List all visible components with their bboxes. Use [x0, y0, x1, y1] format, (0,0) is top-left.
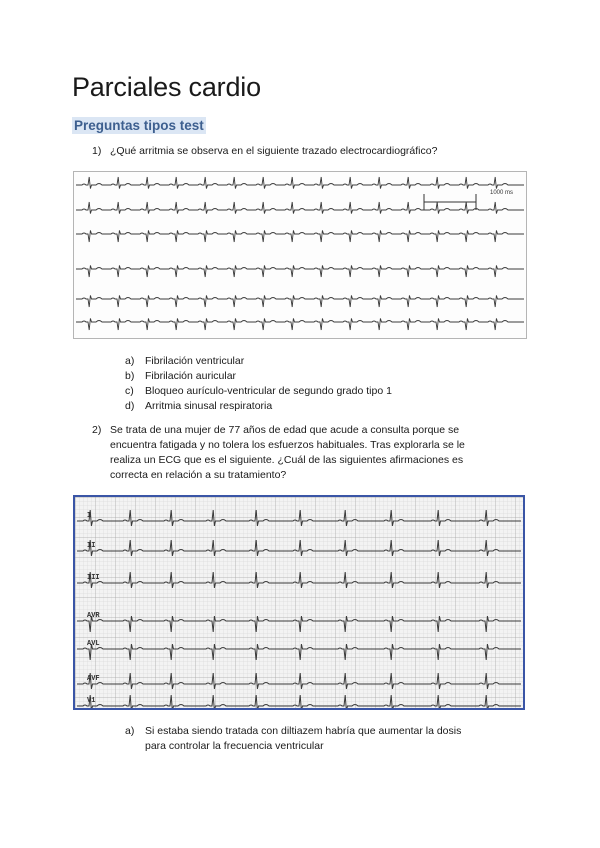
- ecg-strip-1-svg: [74, 172, 526, 338]
- question-1: [92, 144, 532, 160]
- question-2-number: 2): [92, 424, 102, 436]
- question-2-text-line-4: correcta en relación a su tratamiento?: [110, 469, 287, 481]
- ecg-grid: [75, 497, 523, 708]
- ecg-strip-1-trace-5: [76, 295, 524, 307]
- question-1-number: 1): [92, 145, 102, 157]
- option-text-line-1: Si estaba siendo tratada con diltiazem habría que aumentar la dosis: [145, 725, 462, 737]
- question-2: [92, 423, 532, 485]
- ecg-12-lead-svg: [75, 497, 523, 708]
- option-text: Bloqueo aurículo-ventricular de segundo grado tipo 1: [145, 385, 392, 397]
- ecg-strip-1-trace-4: [76, 265, 524, 277]
- question-2-text-line-3: realiza un ECG que es el siguiente. ¿Cuál de las siguientes afirmaciones es: [110, 454, 464, 466]
- ecg-12-lead-figure-2: [73, 495, 525, 710]
- lead-label: I: [87, 512, 92, 520]
- option-letter: b): [125, 370, 135, 382]
- option-letter: d): [125, 400, 135, 412]
- question-2-text-line-2: encuentra fatigada y no tolera los esfuerzos habituales. Tras explorarla se le: [110, 439, 465, 451]
- lead-label: III: [87, 574, 100, 582]
- ecg-strip-1-trace-3: [76, 230, 524, 242]
- option-letter: a): [125, 725, 135, 737]
- lead-label: AVR: [87, 612, 100, 620]
- lead-label: AVL: [87, 640, 100, 648]
- ecg-strip-1-trace-6: [76, 318, 524, 330]
- ecg-strip-1-trace-1: [76, 177, 524, 189]
- option-text: Fibrilación ventricular: [145, 355, 245, 367]
- option-text: Arritmia sinusal respiratoria: [145, 400, 273, 412]
- question-1-text: ¿Qué arritmia se observa en el siguiente trazado electrocardiográfico?: [110, 145, 438, 157]
- option-text: Fibrilación auricular: [145, 370, 237, 382]
- option-text-line-2: para controlar la frecuencia ventricular: [145, 740, 324, 752]
- scale-bar-label: 1000 ms: [490, 190, 514, 196]
- lead-label: AVF: [87, 675, 100, 683]
- lead-label: II: [87, 542, 96, 550]
- ecg-strip-figure-1: [73, 171, 527, 339]
- option-letter: c): [125, 385, 134, 397]
- question-2-text-line-1: Se trata de una mujer de 77 años de edad que acude a consulta porque se: [110, 424, 460, 436]
- lead-label: V1: [87, 697, 96, 705]
- section-heading: Preguntas tipos test: [74, 118, 204, 133]
- page-title: Parciales cardio: [72, 72, 261, 102]
- option-letter: a): [125, 355, 135, 367]
- ecg-strip-1-trace-2: [76, 202, 524, 214]
